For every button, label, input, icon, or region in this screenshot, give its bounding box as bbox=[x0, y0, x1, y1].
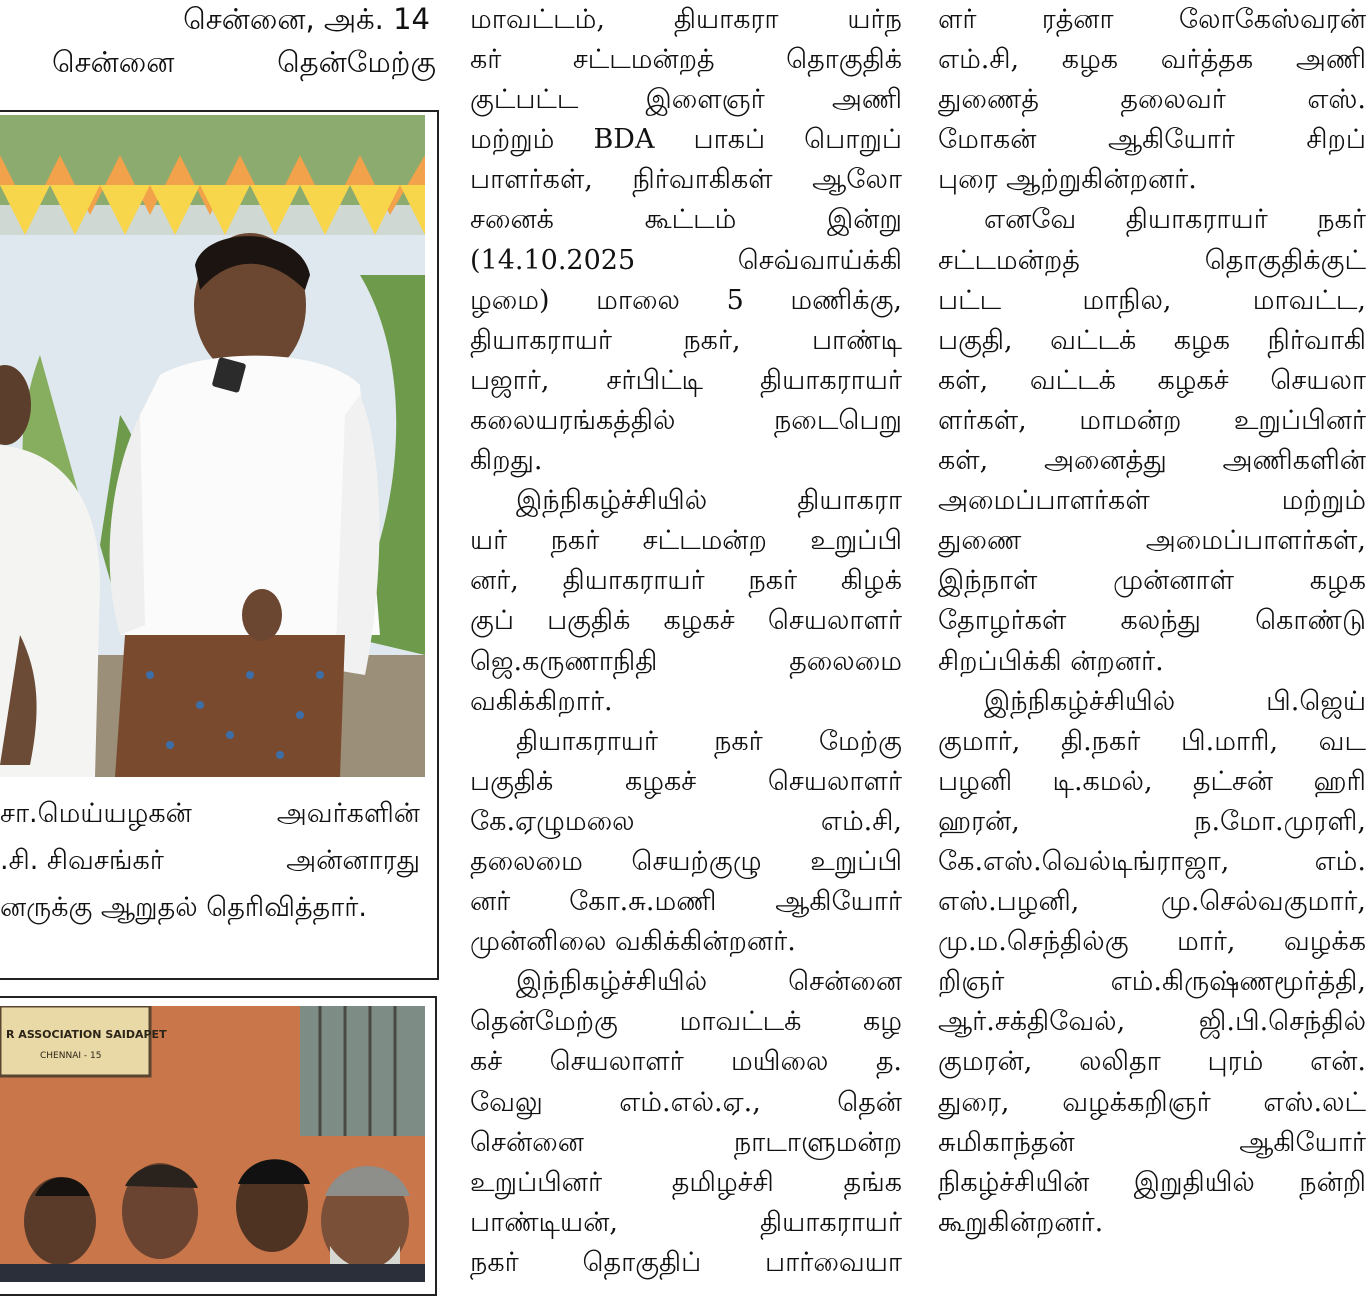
article-line: பாண்டியன், தியாகராயர் bbox=[470, 1206, 902, 1238]
photo-group-icon bbox=[0, 1006, 425, 1282]
article-line: வேலு எம்.எல்.ஏ., தென் bbox=[470, 1086, 902, 1118]
article-line: ஆர்.சக்திவேல், ஜி.பி.செந்தில் bbox=[938, 1006, 1366, 1038]
article-line: தென்மேற்கு மாவட்டக் கழ bbox=[470, 1006, 902, 1038]
article-line: பட்ட மாநில, மாவட்ட, bbox=[938, 284, 1366, 316]
article-line: கர் சட்டமன்றத் தொகுதிக் bbox=[470, 44, 902, 76]
article-line: ஹரன், ந.மோ.முரளி, bbox=[938, 805, 1366, 837]
sign-text: R ASSOCIATION SAIDAPET bbox=[6, 1028, 167, 1041]
article-line: இந்நாள் முன்னாள் கழக bbox=[938, 565, 1366, 597]
article-line: னர் கோ.சு.மணி ஆகியோர் bbox=[470, 886, 902, 918]
article-line: யர் நகர் சட்டமன்ற உறுப்பி bbox=[470, 525, 902, 557]
article-line: தியாகராயர் நகர், பாண்டி bbox=[470, 324, 902, 356]
article-line: பாளர்கள், நிர்வாகிகள் ஆலோ bbox=[470, 164, 902, 196]
article-line: நகர் தொகுதிப் பார்வையா bbox=[470, 1246, 902, 1278]
article-line: சுமிகாந்தன் ஆகியோர் bbox=[938, 1126, 1366, 1158]
article-line: முன்னிலை வகிக்கின்றனர். bbox=[470, 926, 796, 958]
article-line: தோழர்கள் கலந்து கொண்டு bbox=[938, 605, 1366, 637]
article-line: புரை ஆற்றுகின்றனர். bbox=[938, 164, 1197, 196]
article-line: கச் செயலாளர் மயிலை த. bbox=[470, 1046, 902, 1078]
dateline bbox=[0, 0, 440, 85]
article-line: சனைக் கூட்டம் இன்று bbox=[470, 204, 902, 236]
article-line: தியாகராயர் நகர் மேற்கு bbox=[516, 725, 902, 757]
article-line: ஜெ.கருணாநிதி தலைமை bbox=[470, 645, 902, 677]
article-line: மோகன் ஆகியோர் சிறப் bbox=[938, 124, 1366, 156]
photo-men-icon bbox=[0, 115, 425, 777]
article-line: கூறுகின்றனர். bbox=[938, 1206, 1104, 1238]
article-line: கள், வட்டக் கழகச் செயலா bbox=[938, 364, 1366, 396]
caption-line bbox=[0, 884, 432, 931]
article-line: உறுப்பினர் தமிழச்சி தங்க bbox=[470, 1166, 902, 1198]
news-photo-men bbox=[0, 115, 425, 777]
article-line: குமரன், லலிதா புரம் என். bbox=[938, 1046, 1366, 1078]
article-line: பகுதிக் கழகச் செயலாளர் bbox=[470, 765, 902, 797]
caption-text: அன்னாரது bbox=[286, 845, 420, 876]
dateline-place-date: சென்னை, அக். 14 bbox=[183, 2, 430, 36]
article-line: சிறப்பிக்கி ன்றனர். bbox=[938, 645, 1164, 677]
article-line: துணை அமைப்பாளர்கள், bbox=[938, 525, 1366, 557]
article-line: வகிக்கிறார். bbox=[470, 685, 613, 717]
article-line: அமைப்பாளர்கள் மற்றும் bbox=[938, 485, 1366, 517]
article-line: குப் பகுதிக் கழகச் செயலாளர் bbox=[470, 605, 902, 637]
article-line: எம்.சி, கழக வர்த்தக அணி bbox=[938, 44, 1366, 76]
article-line: இந்நிகழ்ச்சியில் தியாகரா bbox=[516, 485, 902, 517]
article-line: ளர்கள், மாமன்ற உறுப்பினர் bbox=[938, 404, 1366, 436]
article-column-3 bbox=[938, 0, 1366, 1243]
article-line: இந்நிகழ்ச்சியில் பி.ஜெய் bbox=[984, 685, 1366, 717]
article-line: கலையரங்கத்தில் நடைபெறு bbox=[470, 404, 902, 436]
article-line: னர், தியாகராயர் நகர் கிழக் bbox=[470, 565, 902, 597]
article-line: ளர் ரத்னா லோகேஸ்வரன் bbox=[938, 4, 1366, 35]
lead-word-right: தென்மேற்கு bbox=[277, 45, 436, 79]
article-line: (14.10.2025 செவ்வாய்க்கி bbox=[470, 244, 902, 276]
article-line: பஜார், சர்பிட்டி தியாகராயர் bbox=[470, 364, 902, 396]
article-line: பகுதி, வட்டக் கழக நிர்வாகி bbox=[938, 324, 1366, 356]
article-line: ழமை) மாலை 5 மணிக்கு, bbox=[470, 284, 902, 316]
article-line: எஸ்.பழனி, மு.செல்வகுமார், bbox=[938, 886, 1366, 918]
caption-line bbox=[0, 790, 432, 837]
article-line: மாவட்டம், தியாகரா யர்ந bbox=[470, 4, 902, 35]
news-photo-group bbox=[0, 1006, 425, 1282]
article-line: கே.எஸ்.வெல்டிங்ராஜா, எம். bbox=[938, 845, 1366, 877]
article-line: மற்றும் BDA பாகப் பொறுப் bbox=[470, 124, 902, 156]
sign-text: CHENNAI - 15 bbox=[40, 1051, 102, 1061]
article-line: கிறது. bbox=[470, 445, 543, 477]
caption-text: அவர்களின் bbox=[276, 798, 420, 829]
caption-text: சா.மெய்யழகன் bbox=[0, 798, 192, 829]
photo-caption bbox=[0, 790, 432, 931]
article-line: மு.ம.செந்தில்கு மார், வழக்க bbox=[938, 926, 1366, 958]
article-line: துணைத் தலைவர் எஸ். bbox=[938, 84, 1366, 116]
article-line: சென்னை நாடாளுமன்ற bbox=[470, 1126, 902, 1158]
caption-text: .சி. சிவசங்கர் bbox=[0, 845, 164, 876]
article-line: எனவே தியாகராயர் நகர் bbox=[984, 204, 1366, 236]
article-line: கள், அனைத்து அணிகளின் bbox=[938, 445, 1366, 477]
article-line: கே.ஏழுமலை எம்.சி, bbox=[470, 805, 902, 837]
lead-word-left: சென்னை bbox=[52, 45, 175, 79]
article-line: இந்நிகழ்ச்சியில் சென்னை bbox=[516, 966, 902, 998]
article-line: தலைமை செயற்குழு உறுப்பி bbox=[470, 845, 902, 877]
article-line: பழனி டி.கமல், தட்சன் ஹரி bbox=[938, 765, 1366, 797]
article-line: நிகழ்ச்சியின் இறுதியில் நன்றி bbox=[938, 1166, 1366, 1198]
article-column-2 bbox=[470, 0, 902, 1283]
caption-line bbox=[0, 837, 432, 884]
article-line: சட்டமன்றத் தொகுதிக்குட் bbox=[938, 244, 1366, 276]
article-line: குமார், தி.நகர் பி.மாரி, வட bbox=[938, 725, 1366, 757]
article-line: துரை, வழக்கறிஞர் எஸ்.லட் bbox=[938, 1086, 1366, 1118]
caption-text: னருக்கு ஆறுதல் தெரிவித்தார். bbox=[0, 892, 367, 923]
article-line: றிஞர் எம்.கிருஷ்ணமூர்த்தி, bbox=[938, 966, 1366, 998]
article-line: குட்பட்ட இளைஞர் அணி bbox=[470, 84, 902, 116]
